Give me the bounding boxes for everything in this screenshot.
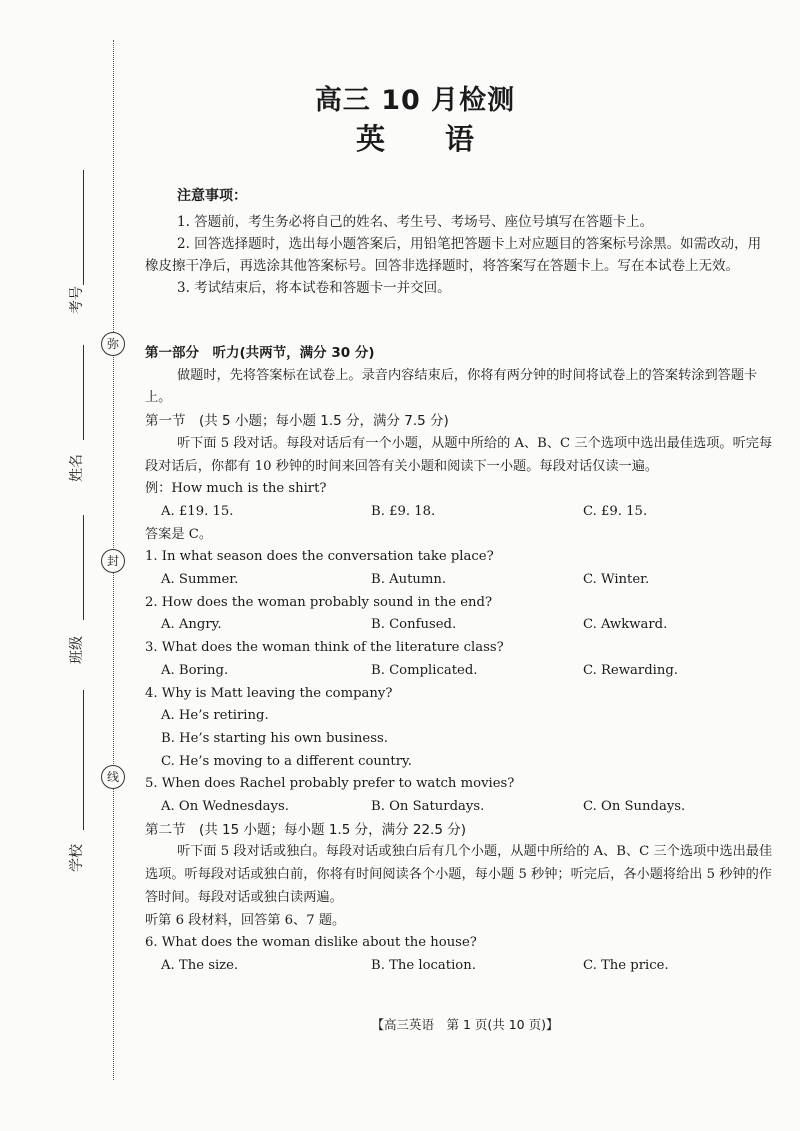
- class-label: 班级: [69, 636, 85, 664]
- option-c: C. Winter.: [583, 572, 650, 588]
- option-a: A. He’s retiring.: [161, 708, 269, 724]
- option-a: A. Angry.: [161, 617, 222, 633]
- option-b: B. The location.: [371, 957, 476, 973]
- subject-char: 英: [355, 122, 385, 156]
- option-c: C. He’s moving to a different country.: [161, 753, 412, 769]
- section1-title: 第一节 (共 5 小题；每小题 1.5 分，满分 7.5 分): [145, 413, 449, 430]
- notice-item: 1. 答题前，考生务必将自己的姓名、考生号、考场号、座位号填写在答题卡上。: [177, 214, 654, 230]
- option-a: A. On Wednesdays.: [161, 799, 289, 815]
- question-1: 1. In what season does the conversation take place?: [145, 549, 494, 565]
- option-a: A. Summer.: [161, 572, 239, 588]
- question-4: 4. Why is Matt leaving the company?: [145, 685, 393, 701]
- option-c: C. The price.: [583, 957, 669, 973]
- option-b: B. Complicated.: [371, 662, 478, 678]
- page-footer: 【高三英语 第 1 页(共 10 页)】: [371, 1017, 559, 1032]
- subject-char: 语: [445, 122, 475, 156]
- option-a: A. Boring.: [161, 662, 229, 678]
- option-a: A. £19. 15.: [161, 503, 234, 519]
- section2-instructions: 听下面 5 段对话或独白。每段对话或独白后有几个小题，从题中所给的 A、B、C 三个选项中选出最佳选项。听每段对话或独白前，你将有时间阅读各个小题，每小题 5 秒钟；听完后，各小题将给出 5 秒钟的作答时间。每段对话或独白读两遍。: [145, 844, 773, 905]
- option-b: B. Confused.: [371, 617, 457, 633]
- question-6: 6. What does the woman dislike about the house?: [145, 935, 477, 951]
- seal-mi: 弥: [101, 332, 125, 356]
- question-3-options: [145, 660, 777, 683]
- question-5: 5. When does Rachel probably prefer to watch movies?: [145, 776, 515, 792]
- question-2-options: [145, 614, 777, 637]
- question-3: 3. What does the woman think of the literature class?: [145, 640, 504, 656]
- option-b: B. Autumn.: [371, 572, 447, 588]
- exam-title: 高三 10 月检测: [314, 85, 516, 116]
- notice-block: [145, 185, 765, 299]
- listening-part: [145, 342, 777, 978]
- notice-item: 2. 回答选择题时，选出每小题答案后，用铅笔把答题卡上对应题目的答案标号涂黑。如需改动，用橡皮擦干净后，再选涂其他答案标号。回答非选择题时，将答案写在答题卡上。写在本试卷上无效。: [145, 236, 762, 274]
- section2-title: 第二节 (共 15 小题；每小题 1.5 分，满分 22.5 分): [145, 821, 466, 838]
- name-label: 姓名: [69, 454, 85, 482]
- example-question: 例：How much is the shirt?: [145, 481, 327, 497]
- question-6-options: [145, 955, 777, 978]
- exam-number-label: 考号: [69, 286, 85, 314]
- option-b: B. £9. 18.: [371, 503, 436, 519]
- material-note: 听第 6 段材料，回答第 6、7 题。: [145, 912, 346, 928]
- school-label: 学校: [69, 844, 85, 872]
- question-2: 2. How does the woman probably sound in the end?: [145, 594, 493, 610]
- section1-instructions: 听下面 5 段对话。每段对话后有一个小题，从题中所给的 A、B、C 三个选项中选出最佳选项。听完每段对话后，你都有 10 秒钟的时间来回答有关小题和阅读下一小题。每段对话仅读一遍。: [145, 435, 773, 474]
- option-b: B. On Saturdays.: [371, 799, 485, 815]
- example-options: [145, 501, 777, 524]
- option-c: C. £9. 15.: [583, 503, 648, 519]
- question-5-options: [145, 796, 777, 819]
- notice-title: 注意事项：: [177, 188, 247, 204]
- question-1-options: [145, 569, 777, 592]
- option-c: C. Awkward.: [583, 617, 668, 633]
- seal-xian: 线: [101, 765, 125, 789]
- part1-intro: 做题时，先将答案标在试卷上。录音内容结束后，你将有两分钟的时间将试卷上的答案转涂到答题卡上。: [145, 367, 758, 406]
- option-a: A. The size.: [161, 957, 239, 973]
- option-c: C. Rewarding.: [583, 662, 678, 678]
- part1-title: 第一部分 听力(共两节，满分 30 分): [145, 345, 375, 361]
- subject-title: [145, 117, 685, 158]
- option-b: B. He’s starting his own business.: [161, 730, 388, 746]
- option-c: C. On Sundays.: [583, 799, 686, 815]
- example-answer: 答案是 C。: [145, 526, 213, 542]
- notice-item: 3. 考试结束后，将本试卷和答题卡一并交回。: [177, 280, 451, 296]
- seal-feng: 封: [101, 549, 125, 573]
- question-4-options: [145, 705, 777, 773]
